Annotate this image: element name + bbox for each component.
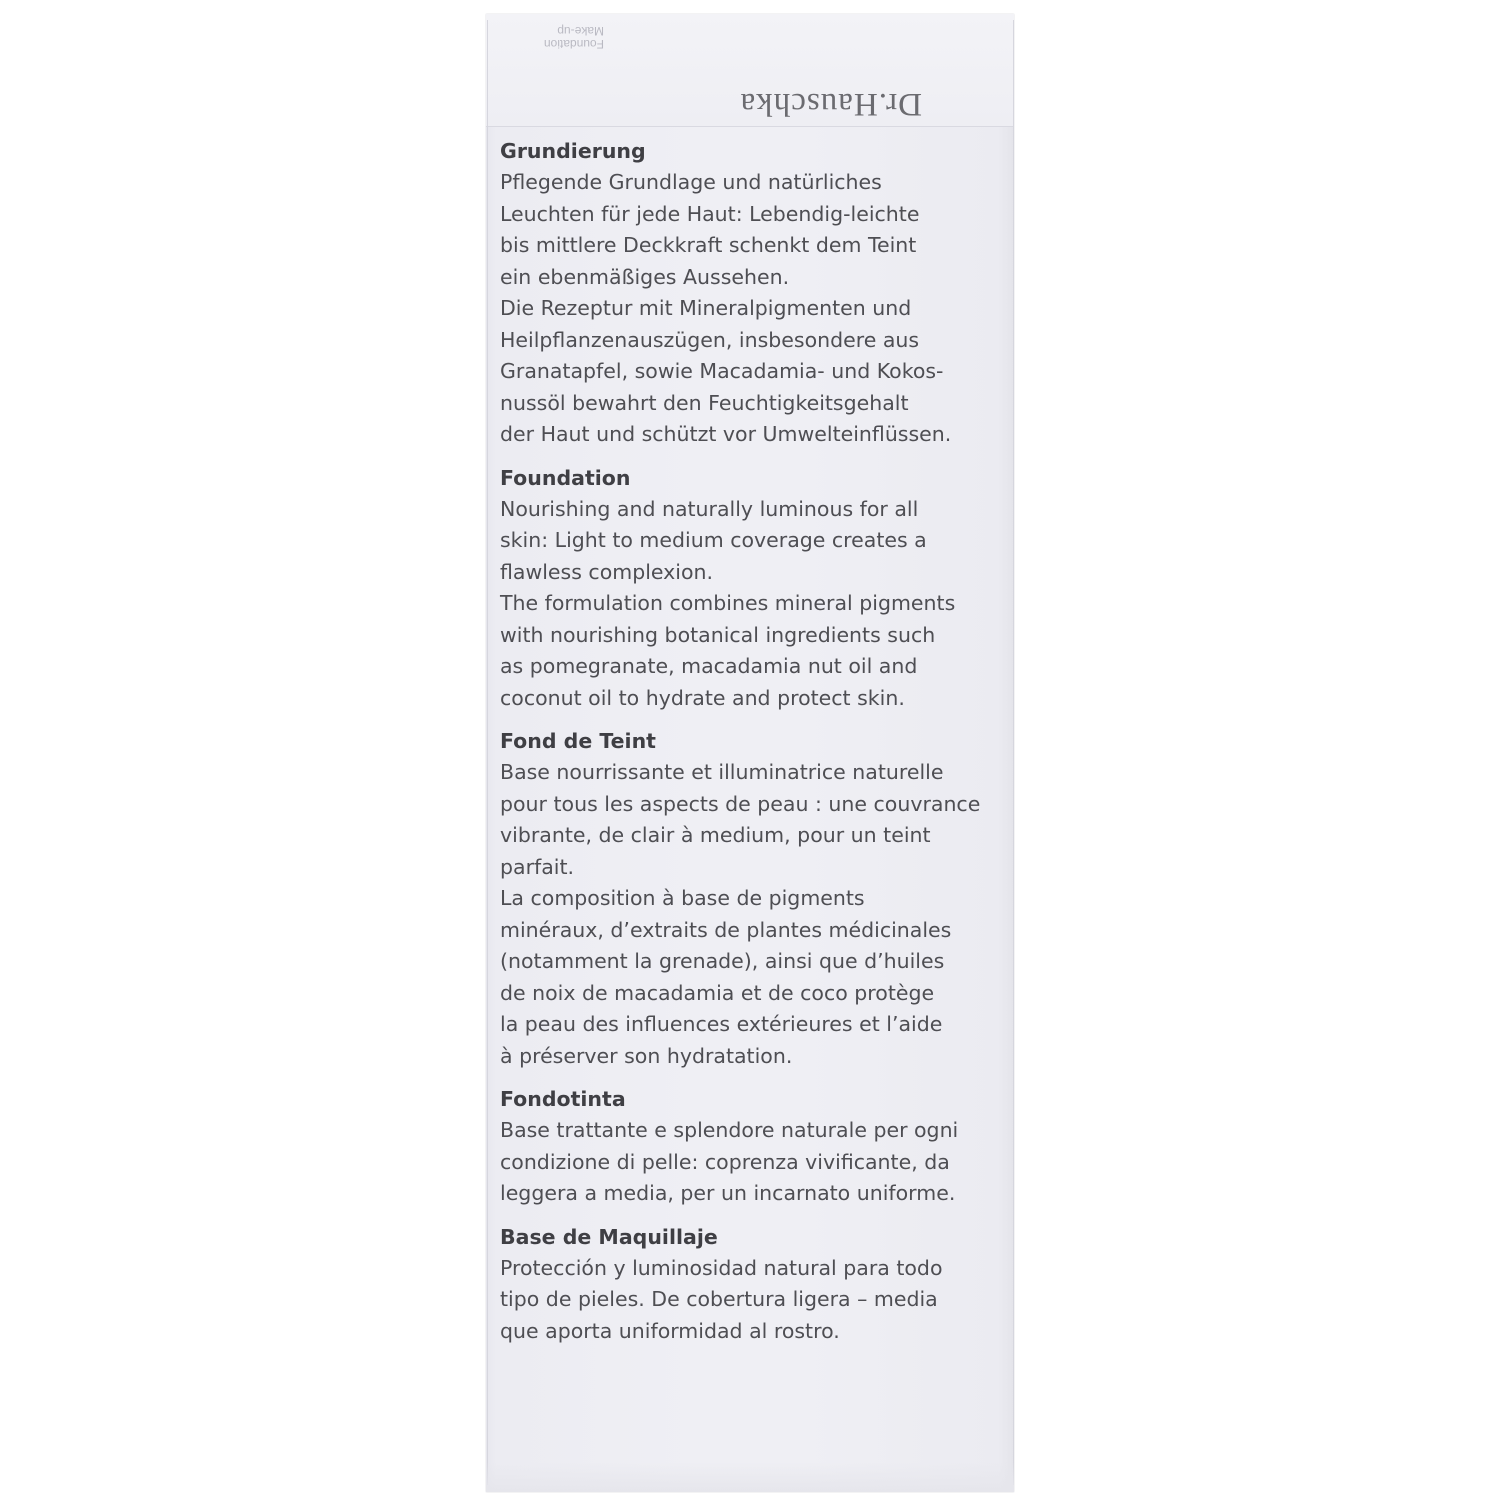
body-line: que aporta uniformidad al rostro. [500,1318,840,1343]
body-line: minéraux, d’extraits de plantes médicinales [500,917,952,942]
section-german [500,136,1000,451]
body-line: leggera a media, per un incarnato uniforme. [500,1181,956,1205]
upside-down-brand-area [486,14,1014,126]
body-line: The formulation combines mineral pigments [500,591,956,615]
product-line-label-1: Foundation [543,37,604,51]
section-heading: Base de Maquillaje [500,1224,718,1249]
body-line: condizione di pelle: coprenza vivificante, da [500,1149,950,1174]
body-line: parfait. [500,854,575,879]
body-line: coconut oil to hydrate and protect skin. [500,685,905,710]
section-french [500,726,1000,1072]
body-line: vibrante, de clair à medium, pour un teint [500,823,931,847]
section-heading: Fond de Teint [500,729,656,753]
body-line: Nourishing and naturally luminous for all [500,496,919,521]
section-heading: Grundierung [500,139,646,163]
body-line: with nourishing botanical ingredients such [500,622,936,647]
body-line: (notamment la grenade), ainsi que d’huiles [500,949,945,973]
body-line: ein ebenmäßiges Aussehen. [500,264,790,289]
body-line: Heilpflanzenauszügen, insbesondere aus [500,327,920,352]
box-top-flap [486,14,1014,127]
section-italian [500,1084,1000,1210]
body-line: Base trattante e splendore naturale per ogni [500,1118,959,1142]
body-line: bis mittlere Deckkraft schenkt dem Teint [500,233,917,257]
body-line: Base nourrissante et illuminatrice naturelle [500,760,944,784]
body-line: Leuchten für jede Haut: Lebendig-leichte [500,201,920,226]
body-line: der Haut und schützt vor Umwelteinflüssen. [500,422,952,446]
box-left-edge [487,20,488,1485]
body-line: Die Rezeptur mit Mineralpigmenten und [500,296,912,320]
body-line: la peau des influences extérieures et l’aide [500,1012,943,1036]
section-heading: Fondotinta [500,1087,626,1111]
section-heading: Foundation [500,465,631,490]
body-line: de noix de macadamia et de coco protège [500,980,935,1005]
box-bottom-shadow [486,1462,1014,1492]
section-english [500,463,1000,715]
product-line-label-2: Make-up [557,24,604,38]
body-line: skin: Light to medium coverage creates a [500,528,927,552]
section-spanish [500,1222,1000,1348]
product-line-label [544,24,604,50]
body-line: La composition à base de pigments [500,886,865,910]
body-line: flawless complexion. [500,559,714,584]
brand-logo-text: Dr.Hauschka [739,86,922,122]
body-line: tipo de pieles. De cobertura ligera – media [500,1287,938,1311]
body-line: Pflegende Grundlage und natürliches [500,170,882,194]
box-right-edge [1013,20,1014,1485]
body-line: à préserver son hydratation. [500,1043,793,1068]
body-line: nussöl bewahrt den Feuchtigkeitsgehalt [500,390,909,415]
description-text-column [500,136,1000,1359]
body-line: as pomegranate, macadamia nut oil and [500,654,918,678]
body-line: Protección y luminosidad natural para todo [500,1255,943,1280]
body-line: Granatapfel, sowie Macadamia- und Kokos- [500,359,944,383]
body-line: pour tous les aspects de peau : une couvrance [500,791,981,816]
